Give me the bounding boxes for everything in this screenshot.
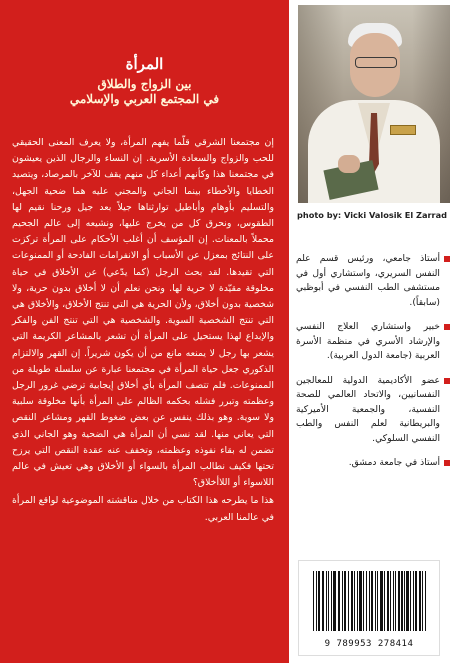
bio-item-text: أستاذ جامعي، ورئيس قسم علم النفس السريري، واستشاري أول في مستشفى الطب النفسي في أبوظبي (سابقاً).: [296, 253, 440, 308]
barcode-bar: [375, 571, 376, 631]
square-bullet-icon: [444, 324, 450, 330]
blurb-paragraph-1: إن مجتمعنا الشرقي قلّما يفهم المرأة، ولا يعرف المعنى الحقيقي للحب والزواج والسعادة الأسرية. إن النساء والرجال الذين يعيشون في مجتمعنا هذا وكأنهم أعداء كل منهم يقف للآخر بالمرصاد، ويتصيد الخطايا والأخطاء بينما الجاني والمجني عليه هما ضحية الجهل، والتسليم بأوهام وأباطيل توارثناها جيلاً بعد جيل ورحنا نقيم لها الطقوس، ونحرق كل من يخرج عليها، ونشيعه إلى عالم الجحيم محملاً بالمعنات. إن المؤسف أن أغلب الأحكام على المرأة تركزت على النتائج بمعزل عن الأسباب أو الانفرامات الفادحة أو الممنوعات التي تقيدها. لقد بحث الرجل (كما يدّعي) عن الأخلاق في حياة مخلوقة مقيّدة لا حرية لها. ونحن نعلم أن لا أخلاق بدون حرية، ولا شخصية بدون أخلاق، ولأن الحرية هي التي تنتج الأخلاق، والأخلاق هي التي تنتج الشخصية السوية. والشخصية هي التي تنتج الفن والفكر والإبداع لهذا يستحيل على المرأة أن تشعر بالمشاعر الكريمة التي يشعر بها رجل لا يمنعه مانع من أن يكون شريراً. إن القهر والالتزام الذكوري جعل حياة المرأة في مجتمعنا عبارة عن سلسلة طويلة من الممنوعات. فلم تتصف المرأة بأي أخلاق إيجابية ترضي غرور الرجل وعظمته وتبرر فشله بحكمه الظالم على المرأة بأنها مخلوقة سلبية ولا سوية. وهو بذلك ينفس عن بعض ضغوط القهر ومشاعر النقص التي يعاني منها. لقد نسي أن المرأة هي الضحية وهو الجاني الذي تضمن له بقاء نفوذه وعظمته، وتخفف عنه عقدة النقص التي يرزح تحتها فكيف نطالب المرأة بالسواء أو الأخلاق وهي تعيش في عالم اللاسواء أو اللاأخلاق؟: [12, 137, 274, 489]
barcode-bar: [354, 571, 355, 631]
barcode-bar: [313, 571, 314, 631]
barcode-bar: [369, 571, 370, 631]
barcode-bar: [371, 571, 374, 631]
book-title: المرأة: [125, 55, 164, 73]
barcode-bar: [318, 571, 321, 631]
barcode-bar: [363, 571, 364, 631]
barcode-bar: [348, 571, 349, 631]
bio-item-text: خبير واستشاري العلاج النفسي والإرشاد الأسري في منظمة الأسرة العربية (جامعة الدول العربية).: [296, 321, 440, 361]
barcode-bars: [313, 571, 427, 631]
barcode-bar: [419, 571, 422, 631]
square-bullet-icon: [444, 460, 450, 466]
barcode-bar: [401, 571, 403, 631]
book-subtitle-line-2: في المجتمع العربي والإسلامي: [69, 92, 220, 106]
title-block: [0, 55, 289, 107]
square-bullet-icon: [444, 256, 450, 262]
barcode-bar: [404, 571, 405, 631]
barcode-bar: [322, 571, 324, 631]
barcode-bar: [351, 571, 353, 631]
barcode-bar: [415, 571, 417, 631]
barcode-bar: [380, 571, 383, 631]
square-bullet-icon: [444, 378, 450, 384]
author-photo: [298, 5, 450, 203]
bio-item: [296, 374, 450, 447]
photo-credit: photo by: Vicki Valosik El Zarrad: [297, 210, 447, 220]
barcode-bar: [333, 571, 336, 631]
barcode-bar: [359, 571, 362, 631]
bio-item-text: أستاذ في جامعة دمشق.: [348, 457, 440, 468]
barcode-bar: [331, 571, 332, 631]
barcode-bar: [384, 571, 385, 631]
barcode-bar: [398, 571, 400, 631]
barcode-bar: [316, 571, 317, 631]
barcode-bar: [422, 571, 423, 631]
barcode-bar: [406, 571, 409, 631]
name-badge: [390, 125, 416, 135]
barcode-number: 9 789953 278414: [324, 639, 414, 649]
barcode-bar: [339, 571, 340, 631]
barcode-bar: [357, 571, 358, 631]
barcode-bar: [395, 571, 396, 631]
barcode-bar: [342, 571, 343, 631]
barcode-bar: [328, 571, 329, 631]
barcode-bar: [390, 571, 391, 631]
barcode-bar: [338, 571, 339, 631]
bio-item: [296, 252, 450, 310]
barcode-bar: [413, 571, 414, 631]
blurb-paragraph-2: هذا ما يطرحه هذا الكتاب من خلال مناقشته الموضوعية لواقع المرأة في عالمنا العربي.: [12, 495, 274, 523]
bio-item-text: عضو الأكاديمية الدولية للمعالجين النفسانيين، والاتحاد العالمي للصحة النفسية، والجمعية الأميركية والبريطانية لعلم النفس والطب النفسي السلوكي.: [296, 374, 440, 444]
barcode-bar: [387, 571, 390, 631]
author-bio-list: [296, 252, 450, 481]
bio-item: [296, 456, 450, 471]
book-subtitle-line-1: بين الزواج والطلاق: [97, 77, 192, 91]
isbn-barcode: [298, 560, 440, 656]
barcode-bar: [377, 571, 378, 631]
barcode-bar: [410, 571, 411, 631]
barcode-bar: [344, 571, 346, 631]
barcode-bar: [366, 571, 367, 631]
bio-item: [296, 320, 450, 364]
barcode-bar: [393, 571, 394, 631]
barcode-bar: [326, 571, 327, 631]
barcode-bar: [425, 571, 426, 631]
glasses-icon: [355, 57, 397, 68]
blurb-text: [12, 135, 274, 528]
